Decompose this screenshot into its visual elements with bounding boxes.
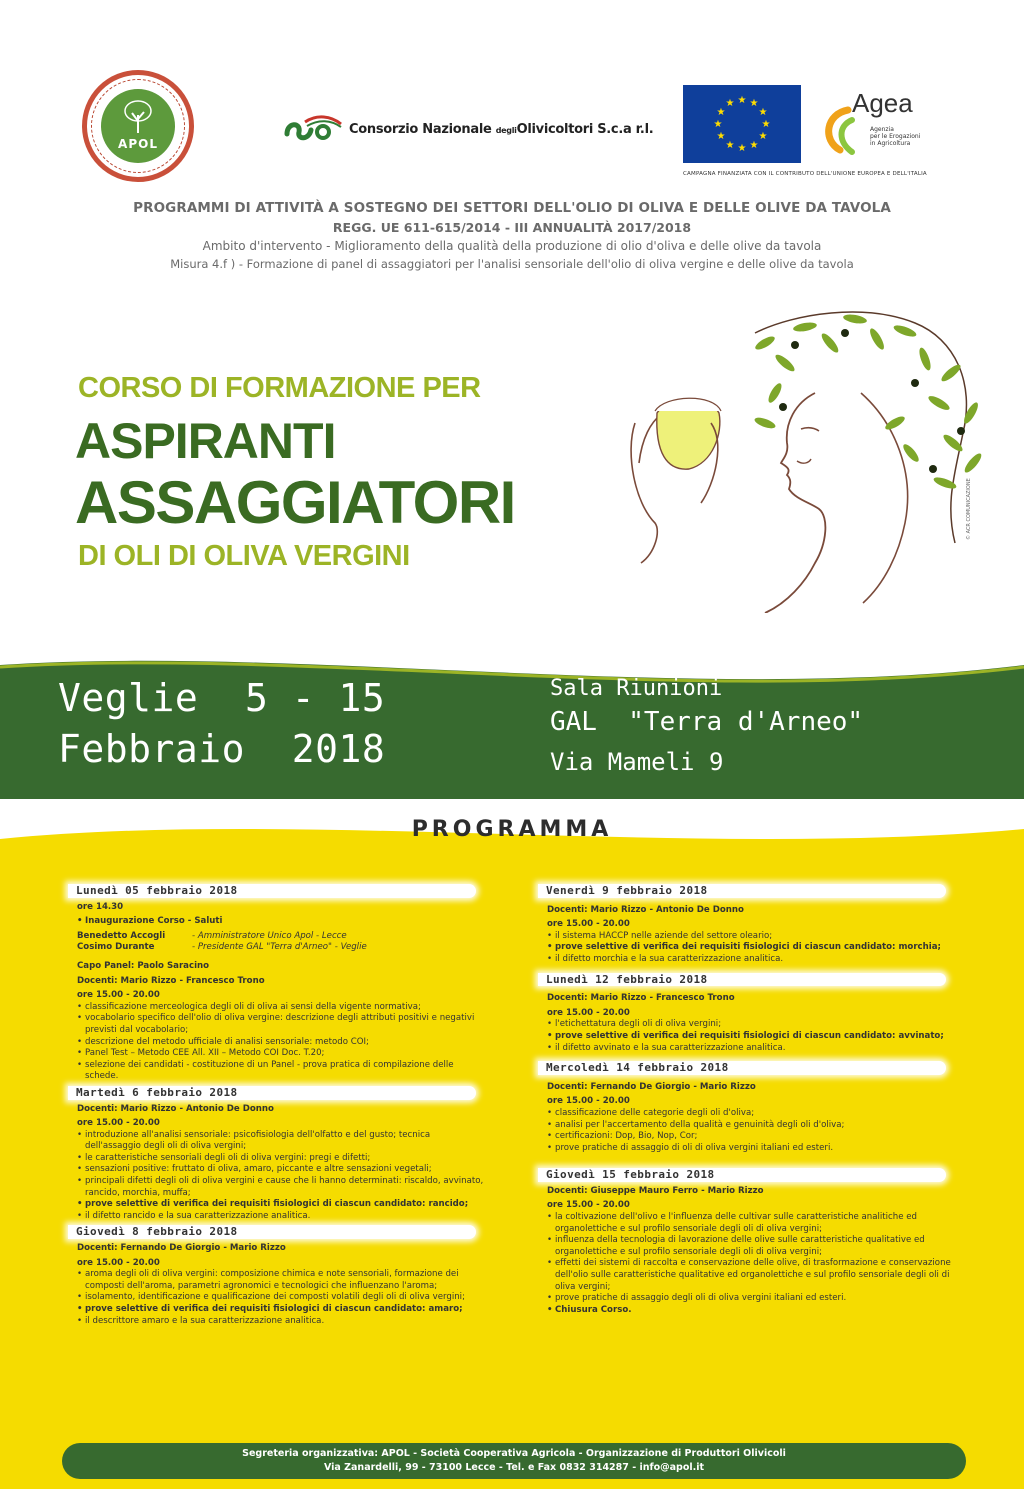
list-item: • prove selettive di verifica dei requisiti fisiologici di ciascun candidato: amaro; (77, 1304, 488, 1316)
time-slot: ore 14.30 (77, 901, 124, 912)
cno-name: Consorzio Nazionale degliOlivicoltori S.c.a r.l. (349, 122, 654, 137)
cno-mark-icon (283, 112, 345, 144)
list-item: • descrizione del metodo ufficiale di analisi sensoriale: metodo COI; (77, 1037, 488, 1049)
day-header: Giovedì 8 febbraio 2018 (68, 1225, 476, 1239)
teachers: Docenti: Fernando De Giorgio - Mario Rizzo (547, 1081, 756, 1092)
day-header: Lunedì 05 febbraio 2018 (68, 884, 476, 898)
time-slot: ore 15.00 - 20.00 (77, 1257, 160, 1268)
venue-line-2: GAL "Terra d'Arneo" (550, 707, 864, 737)
illustration-credit: © ACR COMUNICAZIONE (966, 478, 972, 540)
svg-text:★: ★ (758, 107, 768, 118)
venue-line-1: Sala Riunioni (550, 676, 723, 701)
list-item: • introduzione all'analisi sensoriale: psicofisiologia dell'olfatto e del gusto; tecnica dell'assaggio degli oli di oliva vergini; (77, 1130, 488, 1153)
list-item: • certificazioni: Dop, Bio, Nop, Cor; (547, 1131, 958, 1143)
consorzio-logo (283, 112, 654, 148)
teachers: Docenti: Mario Rizzo - Antonio De Donno (547, 904, 744, 915)
svg-text:★: ★ (758, 131, 768, 142)
list-item: • il sistema HACCP nelle aziende del settore oleario; (547, 931, 958, 943)
list-item: • effetti dei sistemi di raccolta e conservazione delle olive, di trasformazione e conservazione dell'olio sulle caratteristiche qualitative ed organolettiche e sul profilo sensoriale degli oli di oliva vergini; (547, 1258, 958, 1293)
agea-name: Agea (852, 88, 913, 118)
day-header: Giovedì 15 febbraio 2018 (538, 1168, 946, 1182)
intro-line-1: PROGRAMMI DI ATTIVITÀ A SOSTEGNO DEI SETTORI DELL'OLIO DI OLIVA E DELLE OLIVE DA TAVOLA (133, 200, 891, 216)
list-item: • analisi per l'accertamento della qualità e genuinità degli oli d'oliva; (547, 1120, 958, 1132)
list-item: • il descrittore amaro e la sua caratterizzazione analitica. (77, 1316, 488, 1328)
program-title: PROGRAMMA (411, 817, 613, 842)
apol-logo (82, 70, 194, 182)
list-item: • il difetto morchia e la sua caratterizzazione analitica. (547, 954, 958, 966)
svg-text:★: ★ (713, 119, 723, 130)
intro-line-4: Misura 4.f ) - Formazione di panel di assaggiatori per l'analisi sensoriale dell'olio di oliva vergine e delle olive da tavola (170, 257, 854, 271)
apol-logo-text: APOL (118, 137, 158, 151)
program-column-left (68, 884, 488, 1327)
list-item: • prove pratiche di assaggio degli oli di oliva vergini italiani ed esteri. (547, 1293, 958, 1305)
list-item: • sensazioni positive: fruttato di oliva, amaro, piccante e altre sensazioni vegetali; (77, 1164, 488, 1176)
list-item: • Chiusura Corso. (547, 1305, 958, 1317)
list-item: • classificazione delle categorie degli oli d'oliva; (547, 1108, 958, 1120)
agea-subtitle: Agenzia per le Erogazioni in Agricoltura (870, 126, 921, 147)
speaker-row: Cosimo Durante - Presidente GAL "Terra d'Arneo" - Veglie (77, 942, 367, 953)
intro-line-2: REGG. UE 611-615/2014 - III ANNUALITÀ 2017/2018 (332, 220, 692, 235)
time-slot: ore 15.00 - 20.00 (547, 1200, 630, 1211)
svg-text:★: ★ (761, 119, 771, 130)
eu-flag (683, 85, 801, 163)
eu-caption: CAMPAGNA FINANZIATA CON IL CONTRIBUTO DELL'UNIONE EUROPEA E DELL'ITALIA (683, 171, 927, 177)
course-title-line-2: ASPIRANTI (75, 413, 336, 469)
agea-logo (818, 86, 938, 166)
day-header: Martedì 6 febbraio 2018 (68, 1086, 476, 1100)
list-item: • il difetto avvinato e la sua caratterizzazione analitica. (547, 1043, 958, 1055)
program-column-right (538, 884, 958, 1316)
time-slot: ore 15.00 - 20.00 (547, 1007, 630, 1018)
time-slot: ore 15.00 - 20.00 (547, 1096, 630, 1107)
time-slot: ore 15.00 - 20.00 (77, 1118, 160, 1129)
list-item: • influenza della tecnologia di lavorazione delle olive sulle caratteristiche qualitative ed organolettiche e sul profilo sensoriale degli oli di oliva vergini; (547, 1235, 958, 1258)
list-item: • l'etichettatura degli oli di oliva vergini; (547, 1019, 958, 1031)
day-header: Mercoledì 14 febbraio 2018 (538, 1061, 946, 1075)
day-header: Lunedì 12 febbraio 2018 (538, 973, 946, 987)
eu-stars-icon (683, 85, 801, 163)
panel-leader: Capo Panel: Paolo Saracino (77, 960, 210, 971)
list-item: • aroma degli oli di oliva vergini: composizione chimica e note sensoriali, formazione dei composti dell'aroma, parametri agronomici e tecnologici che influenzano l'aroma; (77, 1269, 488, 1292)
time-slot: ore 15.00 - 20.00 (77, 990, 160, 1001)
svg-text:★: ★ (716, 107, 726, 118)
footer-line-1: Segreteria organizzativa: APOL - Società Cooperativa Agricola - Organizzazione di Produttori Olivicoli (242, 1448, 786, 1459)
svg-text:★: ★ (737, 95, 747, 106)
event-date-line-2: Febbraio 2018 (58, 727, 386, 771)
apol-logo-inner (101, 89, 175, 163)
svg-text:★: ★ (725, 98, 735, 109)
list-item: • classificazione merceologica degli oli di oliva ai sensi della vigente normativa; (77, 1002, 488, 1014)
teachers: Docenti: Giuseppe Mauro Ferro - Mario Rizzo (547, 1185, 764, 1196)
svg-text:★: ★ (749, 140, 759, 151)
svg-text:★: ★ (716, 131, 726, 142)
list-item: • Inaugurazione Corso - Saluti (77, 916, 488, 928)
list-item: • il difetto rancido e la sua caratterizzazione analitica. (77, 1211, 488, 1223)
svg-text:★: ★ (749, 98, 759, 109)
list-item: • vocabolario specifico dell'olio di oliva vergine: descrizione degli attributi positivi e negativi previsti dal vocabolario; (77, 1013, 488, 1036)
course-title-line-4: DI OLI DI OLIVA VERGINI (78, 540, 410, 572)
teachers: Docenti: Mario Rizzo - Francesco Trono (77, 975, 265, 986)
course-title-line-3: ASSAGGIATORI (75, 469, 515, 536)
list-item: • prove selettive di verifica dei requisiti fisiologici di ciascun candidato: rancido; (77, 1199, 488, 1211)
list-item: • prove pratiche di assaggio di oli di oliva vergini italiani ed esteri. (547, 1143, 958, 1155)
list-item: • prove selettive di verifica dei requisiti fisiologici di ciascun candidato: morchia; (547, 942, 958, 954)
list-item: • Panel Test – Metodo CEE All. XII – Metodo COI Doc. T.20; (77, 1048, 488, 1060)
list-item: • selezione dei candidati - costituzione di un Panel - prova pratica di compilazione delle schede. (77, 1060, 488, 1083)
list-item: • la coltivazione dell'olivo e l'influenza delle cultivar sulle caratteristiche analitiche ed organolettiche e sul profilo sensoriale degli oli di oliva vergini; (547, 1212, 958, 1235)
list-item: • prove selettive di verifica dei requisiti fisiologici di ciascun candidato: avvinato; (547, 1031, 958, 1043)
taster-illustration (615, 303, 995, 613)
list-item: • le caratteristiche sensoriali degli oli di oliva vergini: pregi e difetti; (77, 1153, 488, 1165)
speaker-row: Benedetto Accogli - Amministratore Unico Apol - Lecce (77, 930, 347, 941)
intro-line-3: Ambito d'intervento - Miglioramento della qualità della produzione di olio d'oliva e delle olive da tavola (202, 239, 822, 253)
day-header: Venerdì 9 febbraio 2018 (538, 884, 946, 898)
svg-text:★: ★ (737, 143, 747, 154)
footer-line-2: Via Zanardelli, 99 - 73100 Lecce - Tel. e Fax 0832 314287 - info@apol.it (323, 1462, 705, 1473)
teachers: Docenti: Mario Rizzo - Antonio De Donno (77, 1103, 274, 1114)
event-date-line-1: Veglie 5 - 15 (58, 676, 386, 720)
teachers: Docenti: Mario Rizzo - Francesco Trono (547, 993, 735, 1004)
course-title-line-1: CORSO DI FORMAZIONE PER (78, 372, 481, 404)
list-item: • isolamento, identificazione e qualificazione dei composti volatili degli oli di oliva vergini; (77, 1292, 488, 1304)
list-item: • principali difetti degli oli di oliva vergini e cause che li hanno determinati: riscaldo, avvinato, rancido, morchia, muffa; (77, 1176, 488, 1199)
time-slot: ore 15.00 - 20.00 (547, 919, 630, 930)
venue-line-3: Via Mameli 9 (550, 748, 724, 776)
olive-tree-icon (123, 99, 153, 135)
teachers: Docenti: Fernando De Giorgio - Mario Rizzo (77, 1243, 286, 1254)
svg-text:★: ★ (725, 140, 735, 151)
